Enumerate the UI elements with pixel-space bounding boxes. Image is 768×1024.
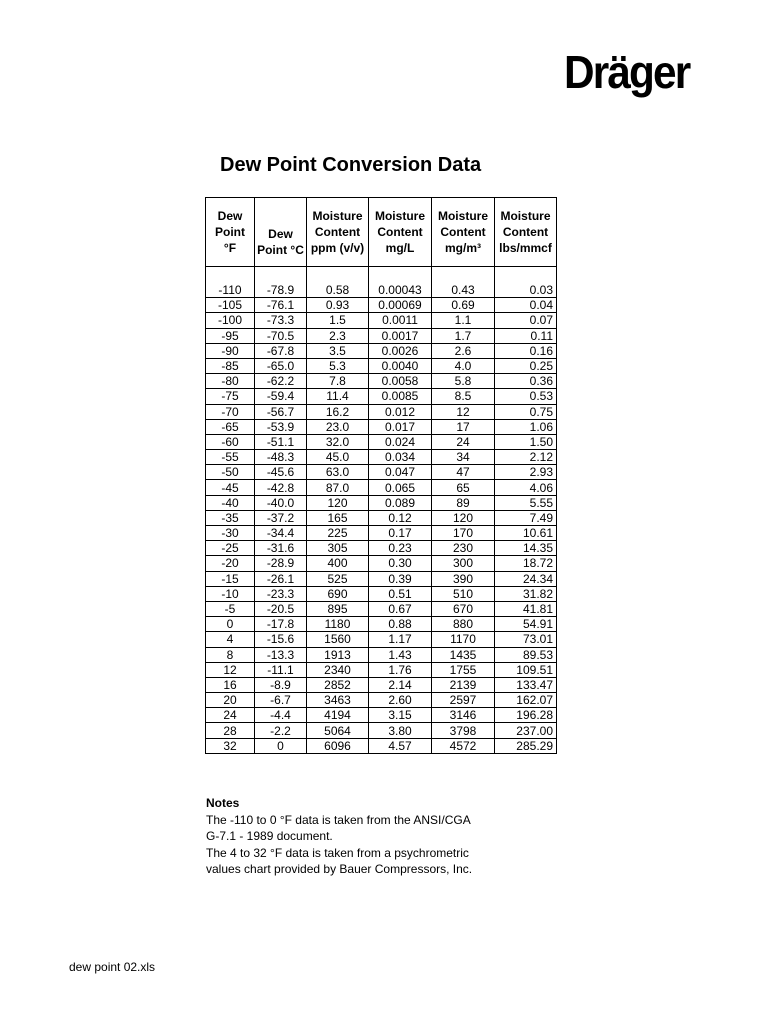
table-row	[206, 601, 557, 616]
table-row	[206, 434, 557, 449]
lbs-mmcf-cell: 162.07	[495, 693, 557, 708]
header-dew-point-c: Dew Point °C	[255, 198, 307, 267]
ppm-cell: 2.3	[307, 328, 369, 343]
mg-m3-cell: 2139	[432, 677, 495, 692]
lbs-mmcf-cell: 0.07	[495, 313, 557, 328]
dew-point-f-cell: -50	[206, 465, 255, 480]
table-row	[206, 389, 557, 404]
table-row	[206, 313, 557, 328]
ppm-cell: 16.2	[307, 404, 369, 419]
lbs-mmcf-cell: 0.11	[495, 328, 557, 343]
ppm-cell: 7.8	[307, 374, 369, 389]
mg-l-cell: 0.30	[369, 556, 432, 571]
lbs-mmcf-cell: 0.36	[495, 374, 557, 389]
mg-m3-cell: 1.1	[432, 313, 495, 328]
ppm-cell: 87.0	[307, 480, 369, 495]
lbs-mmcf-cell: 0.25	[495, 358, 557, 373]
lbs-mmcf-cell: 10.61	[495, 526, 557, 541]
ppm-cell: 895	[307, 601, 369, 616]
dew-point-f-cell: -95	[206, 328, 255, 343]
ppm-cell: 1180	[307, 617, 369, 632]
table-row	[206, 738, 557, 753]
dew-point-f-cell: -45	[206, 480, 255, 495]
mg-m3-cell: 4.0	[432, 358, 495, 373]
dew-point-f-cell: 0	[206, 617, 255, 632]
dew-point-f-cell: 4	[206, 632, 255, 647]
ppm-cell: 5064	[307, 723, 369, 738]
dew-point-c-cell: 0	[255, 738, 307, 753]
dew-point-c-cell: -8.9	[255, 677, 307, 692]
table-row	[206, 586, 557, 601]
mg-m3-cell: 5.8	[432, 374, 495, 389]
table-row	[206, 526, 557, 541]
lbs-mmcf-cell: 0.03	[495, 267, 557, 298]
ppm-cell: 4194	[307, 708, 369, 723]
ppm-cell: 0.58	[307, 267, 369, 298]
dew-point-c-cell: -76.1	[255, 298, 307, 313]
ppm-cell: 32.0	[307, 434, 369, 449]
mg-m3-cell: 510	[432, 586, 495, 601]
mg-m3-cell: 4572	[432, 738, 495, 753]
dew-point-table	[205, 197, 557, 754]
dew-point-c-cell: -73.3	[255, 313, 307, 328]
mg-m3-cell: 2.6	[432, 343, 495, 358]
dew-point-f-cell: -105	[206, 298, 255, 313]
ppm-cell: 0.93	[307, 298, 369, 313]
dew-point-f-cell: 20	[206, 693, 255, 708]
mg-m3-cell: 880	[432, 617, 495, 632]
footer-filename: dew point 02.xls	[69, 960, 156, 974]
header-moisture-mg-l: Moisture Content mg/L	[369, 198, 432, 267]
mg-l-cell: 0.012	[369, 404, 432, 419]
lbs-mmcf-cell: 73.01	[495, 632, 557, 647]
mg-l-cell: 2.14	[369, 677, 432, 692]
lbs-mmcf-cell: 0.16	[495, 343, 557, 358]
mg-l-cell: 0.034	[369, 450, 432, 465]
mg-m3-cell: 1170	[432, 632, 495, 647]
dew-point-c-cell: -42.8	[255, 480, 307, 495]
table-row	[206, 541, 557, 556]
ppm-cell: 6096	[307, 738, 369, 753]
ppm-cell: 1560	[307, 632, 369, 647]
mg-l-cell: 0.0058	[369, 374, 432, 389]
table-row	[206, 662, 557, 677]
mg-l-cell: 0.0085	[369, 389, 432, 404]
table-row	[206, 267, 557, 298]
mg-l-cell: 0.51	[369, 586, 432, 601]
mg-m3-cell: 1435	[432, 647, 495, 662]
mg-l-cell: 1.76	[369, 662, 432, 677]
table-row	[206, 465, 557, 480]
header-moisture-lbs-mmcf: Moisture Content lbs/mmcf	[495, 198, 557, 267]
notes-line: G-7.1 - 1989 document.	[206, 829, 333, 843]
page-title: Dew Point Conversion Data	[220, 154, 482, 176]
dew-point-c-cell: -62.2	[255, 374, 307, 389]
lbs-mmcf-cell: 54.91	[495, 617, 557, 632]
table-row	[206, 693, 557, 708]
table-row	[206, 298, 557, 313]
lbs-mmcf-cell: 5.55	[495, 495, 557, 510]
dew-point-f-cell: 16	[206, 677, 255, 692]
dew-point-f-cell: -65	[206, 419, 255, 434]
mg-l-cell: 0.047	[369, 465, 432, 480]
mg-l-cell: 0.39	[369, 571, 432, 586]
mg-m3-cell: 8.5	[432, 389, 495, 404]
dew-point-c-cell: -59.4	[255, 389, 307, 404]
dew-point-c-cell: -53.9	[255, 419, 307, 434]
notes-heading: Notes	[206, 796, 240, 810]
mg-m3-cell: 47	[432, 465, 495, 480]
mg-m3-cell: 120	[432, 510, 495, 525]
dew-point-f-cell: -15	[206, 571, 255, 586]
ppm-cell: 3.5	[307, 343, 369, 358]
dew-point-c-cell: -26.1	[255, 571, 307, 586]
table-body	[206, 267, 557, 754]
dew-point-c-cell: -11.1	[255, 662, 307, 677]
dew-point-f-cell: 28	[206, 723, 255, 738]
dew-point-c-cell: -20.5	[255, 601, 307, 616]
dew-point-c-cell: -15.6	[255, 632, 307, 647]
dew-point-f-cell: -110	[206, 267, 255, 298]
dew-point-f-cell: 8	[206, 647, 255, 662]
ppm-cell: 2852	[307, 677, 369, 692]
notes-line: The 4 to 32 °F data is taken from a psychrometric	[206, 845, 469, 860]
dew-point-c-cell: -48.3	[255, 450, 307, 465]
table-row	[206, 617, 557, 632]
table-row	[206, 419, 557, 434]
header-moisture-mg-m3: Moisture Content mg/m³	[432, 198, 495, 267]
mg-l-cell: 3.15	[369, 708, 432, 723]
ppm-cell: 5.3	[307, 358, 369, 373]
lbs-mmcf-cell: 0.04	[495, 298, 557, 313]
mg-l-cell: 1.43	[369, 647, 432, 662]
mg-l-cell: 0.12	[369, 510, 432, 525]
ppm-cell: 45.0	[307, 450, 369, 465]
notes-line: values chart provided by Bauer Compressors, Inc.	[206, 862, 473, 876]
lbs-mmcf-cell: 89.53	[495, 647, 557, 662]
lbs-mmcf-cell: 285.29	[495, 738, 557, 753]
dew-point-f-cell: 32	[206, 738, 255, 753]
dew-point-c-cell: -34.4	[255, 526, 307, 541]
dew-point-c-cell: -28.9	[255, 556, 307, 571]
ppm-cell: 225	[307, 526, 369, 541]
dew-point-c-cell: -17.8	[255, 617, 307, 632]
lbs-mmcf-cell: 7.49	[495, 510, 557, 525]
lbs-mmcf-cell: 14.35	[495, 541, 557, 556]
header-dew-point-f: Dew Point °F	[206, 198, 255, 267]
lbs-mmcf-cell: 2.12	[495, 450, 557, 465]
mg-l-cell: 0.88	[369, 617, 432, 632]
notes-section	[206, 795, 526, 878]
mg-m3-cell: 1.7	[432, 328, 495, 343]
table-row	[206, 450, 557, 465]
mg-l-cell: 1.17	[369, 632, 432, 647]
mg-l-cell: 0.017	[369, 419, 432, 434]
mg-l-cell: 4.57	[369, 738, 432, 753]
mg-l-cell: 0.089	[369, 495, 432, 510]
dew-point-c-cell: -23.3	[255, 586, 307, 601]
drager-logo: Dräger	[564, 46, 690, 98]
dew-point-c-cell: -45.6	[255, 465, 307, 480]
mg-m3-cell: 3798	[432, 723, 495, 738]
ppm-cell: 11.4	[307, 389, 369, 404]
ppm-cell: 3463	[307, 693, 369, 708]
mg-l-cell: 0.0026	[369, 343, 432, 358]
mg-m3-cell: 17	[432, 419, 495, 434]
dew-point-c-cell: -56.7	[255, 404, 307, 419]
dew-point-f-cell: -20	[206, 556, 255, 571]
dew-point-f-cell: -60	[206, 434, 255, 449]
lbs-mmcf-cell: 1.50	[495, 434, 557, 449]
dew-point-f-cell: -25	[206, 541, 255, 556]
mg-l-cell: 0.00069	[369, 298, 432, 313]
lbs-mmcf-cell: 24.34	[495, 571, 557, 586]
ppm-cell: 400	[307, 556, 369, 571]
dew-point-c-cell: -31.6	[255, 541, 307, 556]
table-row	[206, 677, 557, 692]
mg-m3-cell: 12	[432, 404, 495, 419]
mg-l-cell: 0.23	[369, 541, 432, 556]
lbs-mmcf-cell: 237.00	[495, 723, 557, 738]
lbs-mmcf-cell: 4.06	[495, 480, 557, 495]
dew-point-f-cell: -80	[206, 374, 255, 389]
ppm-cell: 1.5	[307, 313, 369, 328]
table-row	[206, 358, 557, 373]
dew-point-f-cell: -75	[206, 389, 255, 404]
table-row	[206, 510, 557, 525]
ppm-cell: 23.0	[307, 419, 369, 434]
ppm-cell: 305	[307, 541, 369, 556]
dew-point-c-cell: -51.1	[255, 434, 307, 449]
ppm-cell: 1913	[307, 647, 369, 662]
mg-m3-cell: 89	[432, 495, 495, 510]
table-row	[206, 343, 557, 358]
mg-m3-cell: 3146	[432, 708, 495, 723]
lbs-mmcf-cell: 1.06	[495, 419, 557, 434]
table-row	[206, 328, 557, 343]
dew-point-c-cell: -40.0	[255, 495, 307, 510]
mg-l-cell: 0.00043	[369, 267, 432, 298]
table-row	[206, 723, 557, 738]
dew-point-f-cell: -10	[206, 586, 255, 601]
lbs-mmcf-cell: 18.72	[495, 556, 557, 571]
ppm-cell: 690	[307, 586, 369, 601]
lbs-mmcf-cell: 109.51	[495, 662, 557, 677]
lbs-mmcf-cell: 0.75	[495, 404, 557, 419]
table-row	[206, 647, 557, 662]
dew-point-c-cell: -37.2	[255, 510, 307, 525]
dew-point-c-cell: -65.0	[255, 358, 307, 373]
dew-point-c-cell: -6.7	[255, 693, 307, 708]
lbs-mmcf-cell: 2.93	[495, 465, 557, 480]
dew-point-f-cell: -90	[206, 343, 255, 358]
mg-m3-cell: 1755	[432, 662, 495, 677]
dew-point-f-cell: -100	[206, 313, 255, 328]
mg-m3-cell: 300	[432, 556, 495, 571]
lbs-mmcf-cell: 196.28	[495, 708, 557, 723]
mg-m3-cell: 65	[432, 480, 495, 495]
table-row	[206, 556, 557, 571]
mg-m3-cell: 34	[432, 450, 495, 465]
notes-line: The -110 to 0 °F data is taken from the ANSI/CGA	[206, 812, 471, 827]
dew-point-c-cell: -70.5	[255, 328, 307, 343]
header-moisture-ppm: Moisture Content ppm (v/v)	[307, 198, 369, 267]
dew-point-c-cell: -2.2	[255, 723, 307, 738]
mg-l-cell: 0.0011	[369, 313, 432, 328]
table-row	[206, 708, 557, 723]
table-row	[206, 480, 557, 495]
mg-l-cell: 0.065	[369, 480, 432, 495]
ppm-cell: 2340	[307, 662, 369, 677]
dew-point-f-cell: -85	[206, 358, 255, 373]
mg-m3-cell: 0.69	[432, 298, 495, 313]
mg-l-cell: 0.67	[369, 601, 432, 616]
dew-point-f-cell: 24	[206, 708, 255, 723]
table-row	[206, 374, 557, 389]
lbs-mmcf-cell: 31.82	[495, 586, 557, 601]
dew-point-c-cell: -78.9	[255, 267, 307, 298]
dew-point-f-cell: 12	[206, 662, 255, 677]
dew-point-c-cell: -4.4	[255, 708, 307, 723]
table-row	[206, 632, 557, 647]
mg-m3-cell: 2597	[432, 693, 495, 708]
table-row	[206, 571, 557, 586]
table-row	[206, 495, 557, 510]
lbs-mmcf-cell: 41.81	[495, 601, 557, 616]
ppm-cell: 525	[307, 571, 369, 586]
mg-m3-cell: 670	[432, 601, 495, 616]
mg-l-cell: 0.024	[369, 434, 432, 449]
mg-m3-cell: 0.43	[432, 267, 495, 298]
ppm-cell: 165	[307, 510, 369, 525]
mg-l-cell: 0.17	[369, 526, 432, 541]
ppm-cell: 63.0	[307, 465, 369, 480]
dew-point-c-cell: -13.3	[255, 647, 307, 662]
mg-m3-cell: 390	[432, 571, 495, 586]
mg-l-cell: 3.80	[369, 723, 432, 738]
dew-point-f-cell: -55	[206, 450, 255, 465]
dew-point-f-cell: -5	[206, 601, 255, 616]
dew-point-c-cell: -67.8	[255, 343, 307, 358]
dew-point-f-cell: -40	[206, 495, 255, 510]
dew-point-f-cell: -30	[206, 526, 255, 541]
mg-m3-cell: 24	[432, 434, 495, 449]
mg-m3-cell: 170	[432, 526, 495, 541]
dew-point-f-cell: -70	[206, 404, 255, 419]
mg-l-cell: 0.0017	[369, 328, 432, 343]
lbs-mmcf-cell: 0.53	[495, 389, 557, 404]
ppm-cell: 120	[307, 495, 369, 510]
lbs-mmcf-cell: 133.47	[495, 677, 557, 692]
mg-m3-cell: 230	[432, 541, 495, 556]
dew-point-f-cell: -35	[206, 510, 255, 525]
mg-l-cell: 0.0040	[369, 358, 432, 373]
table-header-row	[206, 198, 557, 267]
table-row	[206, 404, 557, 419]
mg-l-cell: 2.60	[369, 693, 432, 708]
